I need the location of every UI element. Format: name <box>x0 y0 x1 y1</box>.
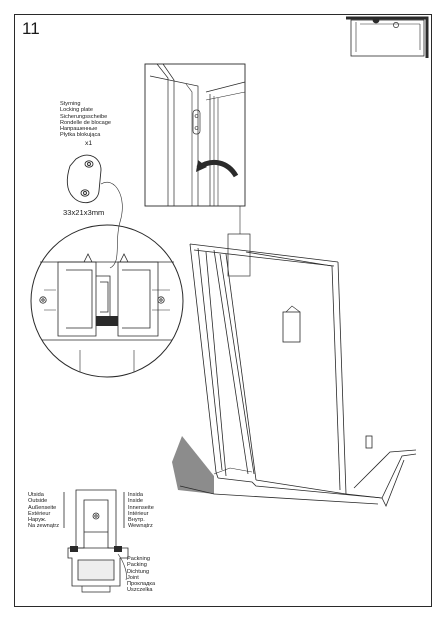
plate-dimensions: 33x21x3mm <box>63 208 105 217</box>
packing-labels <box>127 556 155 594</box>
inside-label-6: Wewnątrz <box>128 523 153 530</box>
plate-name-6: Płytka blokująca <box>60 132 101 139</box>
inside-label-2: Inside <box>128 498 143 505</box>
packing-label-6: Uszczelka <box>127 587 153 594</box>
packing-label-2: Packing <box>127 562 147 569</box>
plate-name-4: Rondelle de blocage <box>60 119 112 126</box>
inside-labels <box>128 492 154 530</box>
outside-label-5: Наруж. <box>28 517 47 524</box>
packing-label-4: Joint <box>127 574 139 581</box>
inside-label-1: Insida <box>128 492 143 498</box>
orientation-schematic <box>346 17 427 58</box>
locking-plate-names <box>60 101 111 139</box>
packing-label-3: Dichtung <box>127 568 150 575</box>
circle-detail <box>31 225 183 377</box>
locking-plate-drawing <box>67 155 101 203</box>
outside-label-4: Extérieur <box>28 510 51 517</box>
inside-label-4: Intérieur <box>128 510 149 517</box>
plate-name-3: Sicherungsscheibe <box>60 113 108 120</box>
inside-label-5: Внутр. <box>128 517 145 524</box>
plate-name-2: Locking plate <box>60 107 93 114</box>
profile-cross-section <box>64 490 128 592</box>
plate-name-5: Напрашенные <box>60 126 98 133</box>
step-number: 11 <box>22 19 40 38</box>
outside-label-1: Utsida <box>28 492 44 498</box>
hinge-detail-box <box>145 64 245 206</box>
outside-label-3: Außenseite <box>28 504 57 511</box>
plate-name-1: Styrning <box>60 101 81 107</box>
plate-quantity: x1 <box>85 140 93 147</box>
packing-label-5: Прокладка <box>127 581 156 588</box>
inside-label-3: Innenseite <box>128 504 154 511</box>
outside-labels <box>28 492 59 530</box>
enclosure-perspective <box>172 234 416 506</box>
packing-label-1: Packning <box>127 556 151 562</box>
outside-label-6: Na zewnątrz <box>28 523 60 530</box>
outside-label-2: Outside <box>28 498 48 505</box>
